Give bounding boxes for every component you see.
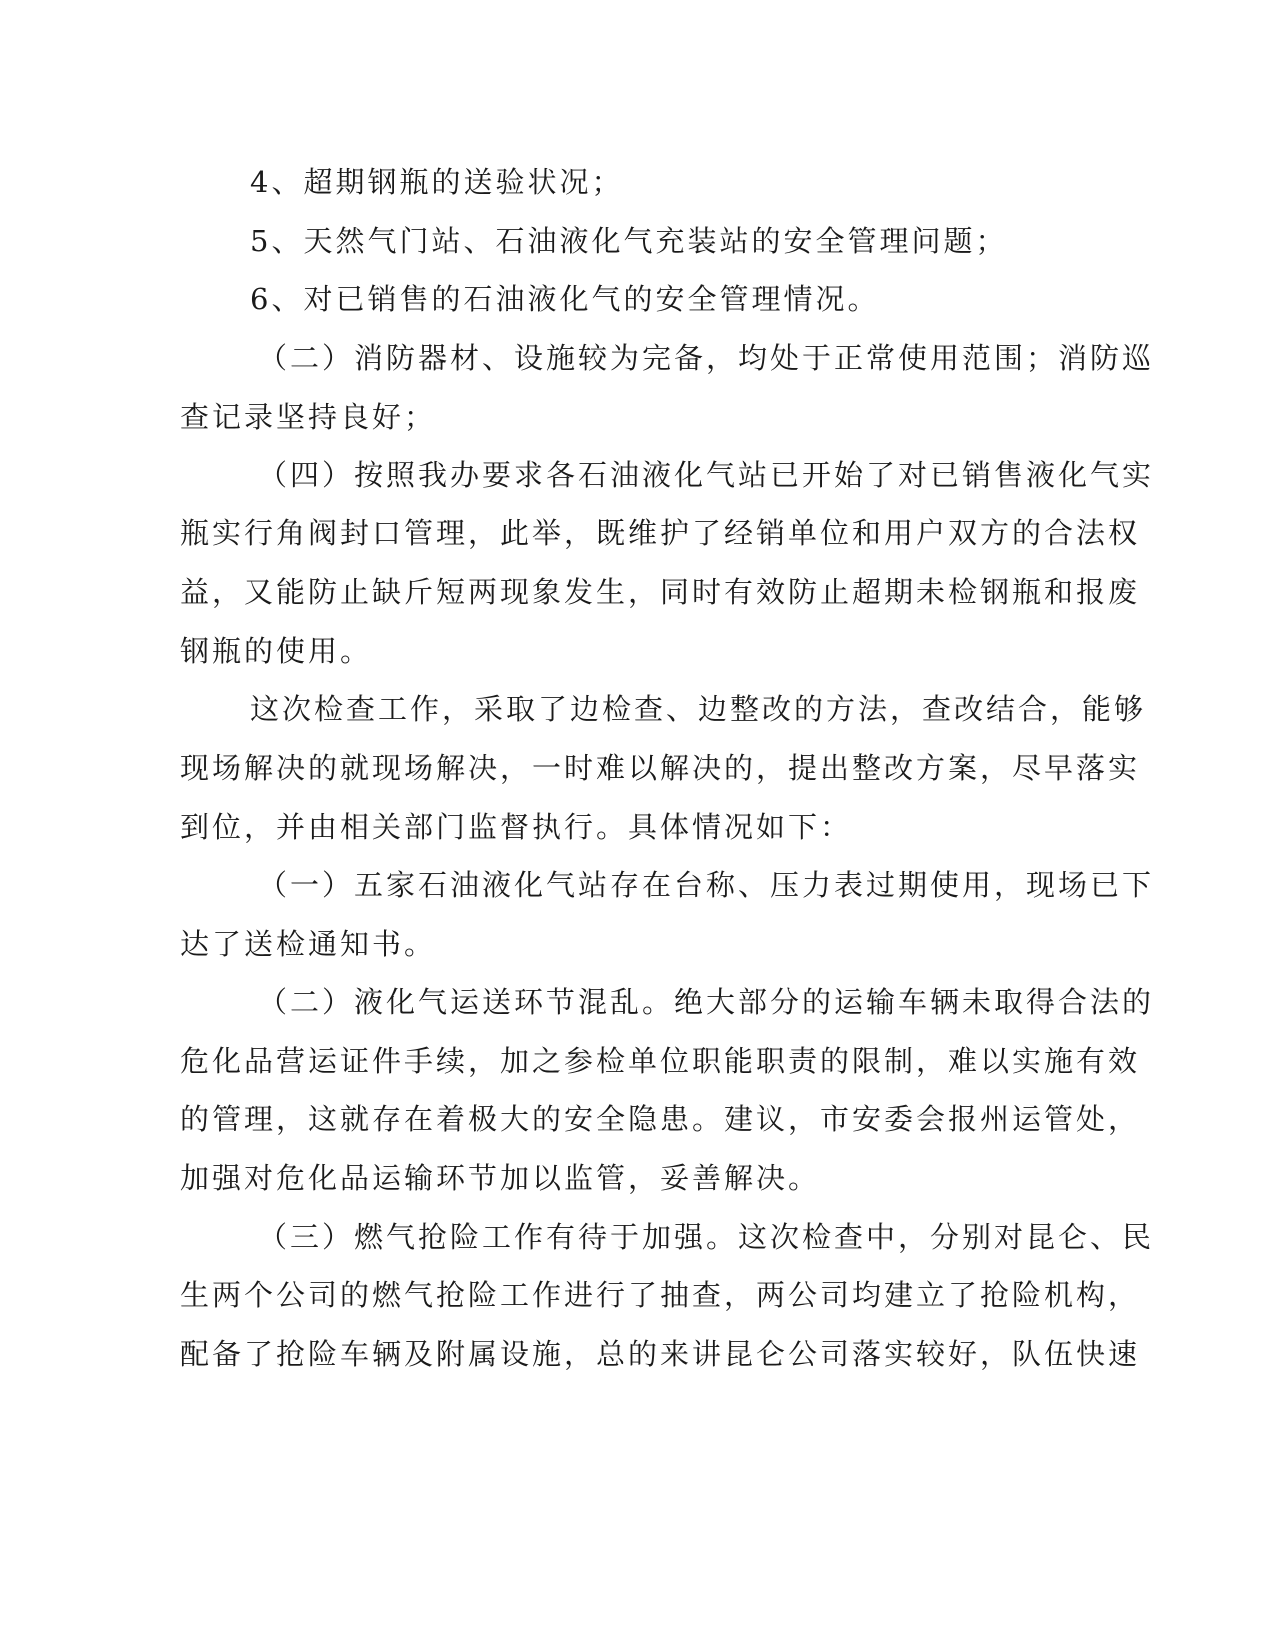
text-line: （二）消防器材、设施较为完备，均处于正常使用范围；消防巡 <box>258 341 1155 375</box>
text-line: 达了送检通知书。 <box>180 927 437 961</box>
text-line: 生两个公司的燃气抢险工作进行了抽查，两公司均建立了抢险机构， <box>180 1278 1141 1312</box>
text-line: 加强对危化品运输环节加以监管，妥善解决。 <box>180 1161 821 1195</box>
text-line: 这次检查工作，采取了边检查、边整改的方法，查改结合，能够 <box>250 692 1147 726</box>
text-line: 4、超期钢瓶的送验状况； <box>250 165 624 199</box>
text-line: 益，又能防止缺斤短两现象发生，同时有效防止超期未检钢瓶和报废 <box>180 575 1141 609</box>
text-line: 6、对已销售的石油液化气的安全管理情况。 <box>250 282 880 316</box>
text-line: 配备了抢险车辆及附属设施，总的来讲昆仑公司落实较好，队伍快速 <box>180 1337 1141 1371</box>
text-line: （一）五家石油液化气站存在台称、压力表过期使用，现场已下 <box>258 868 1155 902</box>
text-line: （四）按照我办要求各石油液化气站已开始了对已销售液化气实 <box>258 458 1155 492</box>
text-line: （二）液化气运送环节混乱。绝大部分的运输车辆未取得合法的 <box>258 985 1155 1019</box>
text-line: 到位，并由相关部门监督执行。具体情况如下： <box>180 810 853 844</box>
text-line: 钢瓶的使用。 <box>180 634 373 668</box>
text-line: （三）燃气抢险工作有待于加强。这次检查中，分别对昆仑、民 <box>258 1220 1155 1254</box>
text-line: 查记录坚持良好； <box>180 400 437 434</box>
text-line: 的管理，这就存在着极大的安全隐患。建议，市安委会报州运管处， <box>180 1102 1141 1136</box>
text-line: 5、天然气门站、石油液化气充装站的安全管理问题； <box>250 224 1008 258</box>
text-line: 瓶实行角阀封口管理，此举，既维护了经销单位和用户双方的合法权 <box>180 516 1141 550</box>
text-line: 危化品营运证件手续，加之参检单位职能职责的限制，难以实施有效 <box>180 1044 1141 1078</box>
text-line: 现场解决的就现场解决，一时难以解决的，提出整改方案，尽早落实 <box>180 751 1141 785</box>
